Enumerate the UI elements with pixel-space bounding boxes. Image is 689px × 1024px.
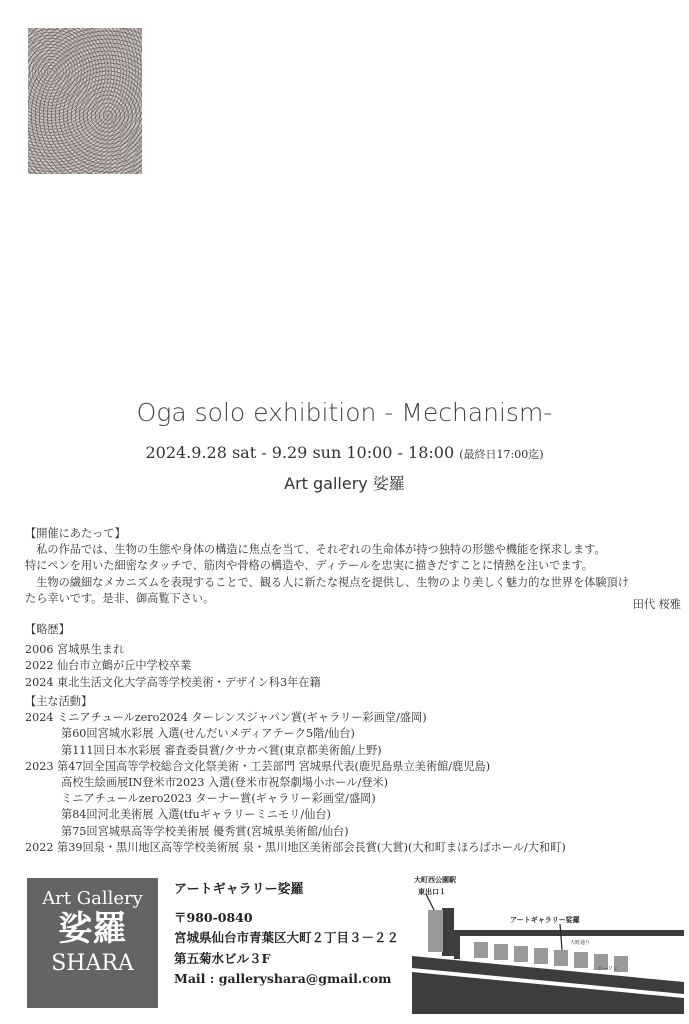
address-line2: 第五菊水ビル３F [174, 950, 271, 966]
logo-line3: SHARA [51, 951, 134, 976]
gallery-logo [27, 878, 158, 1008]
station-arrow [426, 894, 434, 910]
statement-section [25, 526, 685, 613]
bio-section [25, 622, 685, 691]
building-block [534, 948, 548, 964]
side-road [442, 908, 454, 956]
activity-line: 第111回日本水彩展 審査委員賞/クサカベ賞(東京都美術館/上野) [61, 743, 382, 757]
access-map [412, 872, 684, 1014]
activity-line: 2022 第39回泉・黒川地区高等学校美術展 泉・黒川地区美術部会長賞(大賞)(大和町まほろばホール/大和町) [25, 840, 566, 854]
statement-line: 生物の繊細なメカニズムを表現することで、観る人に新たな視点を提供し、生物のより美しく魅力的な世界を体験頂け [25, 575, 629, 589]
gallery-arrow [560, 924, 562, 950]
activity-line: 第75回宮城県高等学校美術展 優秀賞(宮城県美術館/仙台) [61, 824, 349, 838]
building-block [514, 946, 528, 962]
map-street-label: 大町通り [570, 940, 591, 946]
email: Mail : galleryshara@gmail.com [174, 971, 392, 986]
map-exit-label: 東出口１ [418, 888, 446, 896]
bio-line: 2024 東北生活文化大学高等学校美術・デザイン科3年在籍 [25, 675, 321, 689]
building-block [474, 942, 488, 958]
address-line1: 宮城県仙台市青葉区大町２丁目３－２２ [174, 930, 400, 945]
activity-line: ミニアチュールzero2023 ターナー賞(ギャラリー彩画堂/盛岡) [61, 792, 376, 806]
statement-line: 特にペンを用いた細密なタッチで、筋肉や骨格の構造や、ディテールを忠実に描きだすことに情熱を注いでます。 [25, 559, 594, 573]
statement-line: 私の作品では、生物の生態や身体の構造に焦点を当て、それぞれの生命体が持つ独特の形態や機能を探求します。 [25, 543, 606, 557]
logo-line2: 娑羅 [58, 909, 127, 949]
exhibition-dates [0, 443, 689, 462]
gallery-building [554, 950, 568, 966]
gallery-name: アートギャラリー娑羅 [174, 882, 304, 897]
signature: 田代 桜雅 [632, 598, 681, 612]
exhibition-title: Oga solo exhibition - Mechanism- [136, 398, 553, 427]
activity-line: 高校生絵画展IN登米市2023 入選(登米市祝祭劇場小ホール/登米) [61, 776, 389, 790]
statement-heading: 【開催にあたって】 [25, 527, 126, 540]
map-station-label: 大町西公園駅 [414, 876, 456, 884]
bio-heading: 【略歴】 [25, 623, 70, 636]
bio-line: 2022 仙台市立鶴が丘中学校卒業 [25, 659, 192, 673]
dates-note: (最終日17:00迄) [459, 448, 544, 461]
activity-line: 2023 第47回全国高等学校総合文化祭美術・工芸部門 宮城県代表(鹿児島県立美術館/鹿児島) [25, 759, 491, 773]
logo-line1: Art Gallery [42, 888, 143, 909]
activities-section [25, 694, 685, 856]
postal-code: 〒980-0840 [174, 909, 253, 925]
building-block [494, 944, 508, 960]
statement-line: たら幸いです。是非、御高覧下さい。 [25, 591, 215, 605]
gallery-contact [174, 880, 399, 990]
exhibition-venue: Art gallery 娑羅 [284, 474, 405, 493]
dates-text: 2024.9.28 sat - 9.29 sun 10:00 - 18:00 [145, 443, 455, 462]
map-gallery-label: アートギャラリー娑羅 [510, 916, 580, 924]
activities-heading: 【主な活動】 [25, 695, 93, 708]
upper-road [454, 930, 684, 936]
building-block [574, 952, 588, 968]
bio-line: 2006 宮城県生まれ [25, 643, 125, 657]
map-shop-label: ローソン [598, 966, 618, 972]
station-block [428, 910, 443, 952]
road-segment [454, 936, 460, 959]
activity-list [25, 710, 685, 856]
artwork-thumbnail [28, 28, 142, 174]
activity-line: 第60回宮城水彩展 入選(せんだいメディアテーク5階/仙台) [61, 727, 355, 741]
activity-line: 2024 ミニアチュールzero2024 ターレンスジャパン賞(ギャラリー彩画堂/盛岡) [25, 711, 427, 725]
activity-line: 第84回河北美術展 入選(tfuギャラリーミニモリ/仙台) [61, 808, 331, 822]
